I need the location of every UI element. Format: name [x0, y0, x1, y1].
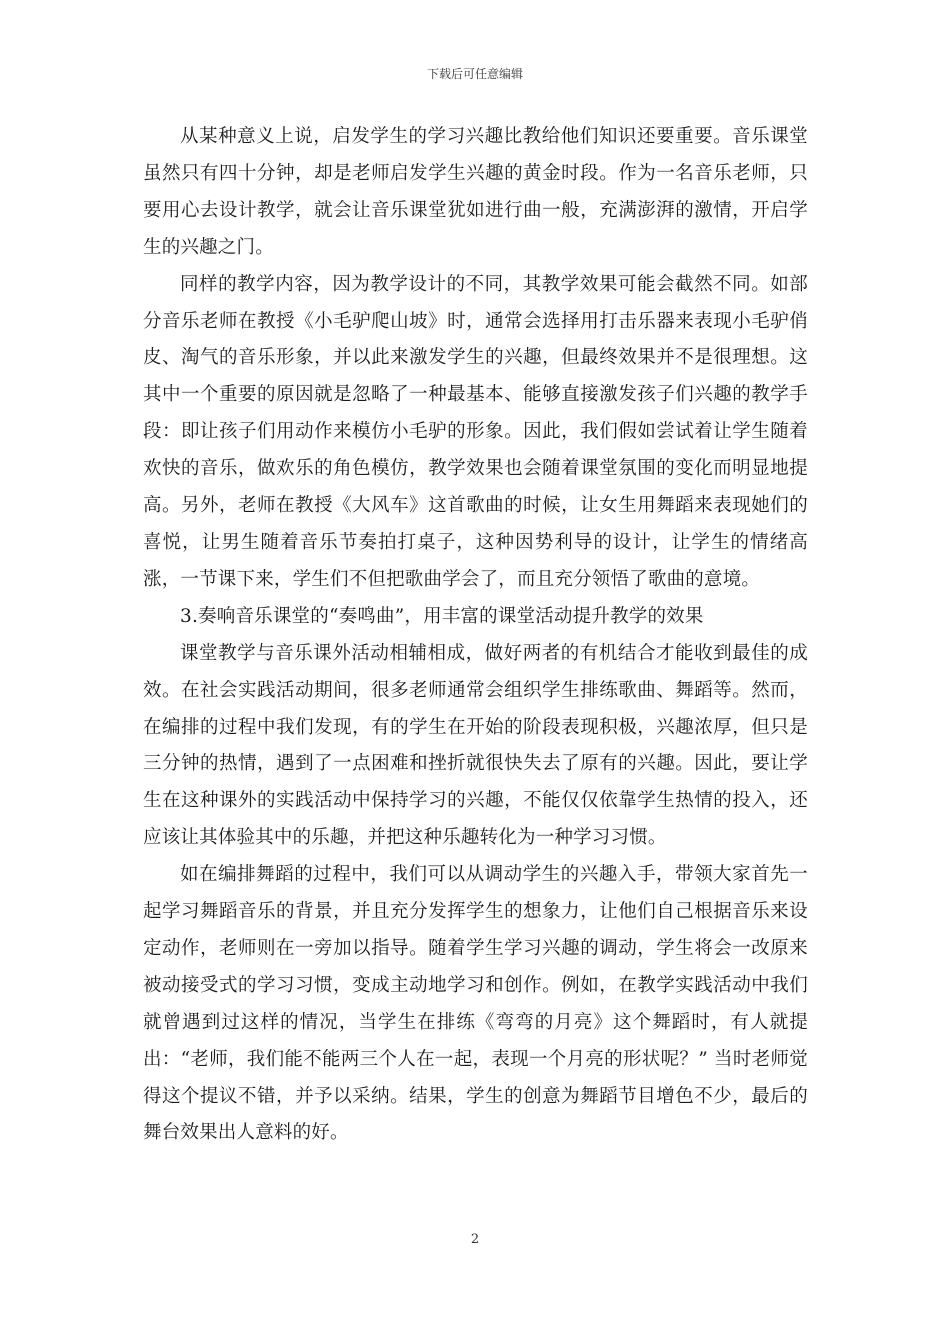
paragraph-extracurricular: 课堂教学与音乐课外活动相辅相成，做好两者的有机结合才能收到最佳的成效。在社会实践活动期间，很多老师通常会组织学生排练歌曲、舞蹈等。然而，在编排的过程中我们发现，有的学生在开始的阶段表现积极，兴趣浓厚，但只是三分钟的热情，遇到了一点困难和挫折就很快失去了原有的兴趣。因此，要让学生在这种课外的实践活动中保持学习的兴趣，不能仅仅依靠学生热情的投入，还应该让其体验其中的乐趣，并把这种乐趣转化为一种学习习惯。 — [143, 642, 808, 849]
paragraph-teaching-design: 同样的教学内容，因为教学设计的不同，其教学效果可能会截然不同。如部分音乐老师在教授《小毛驴爬山坡》时，通常会选择用打击乐器来表现小毛驴俏皮、淘气的音乐形象，并以此来激发学生的兴趣，但最终效果并不是很理想。这其中一个重要的原因就是忽略了一种最基本、能够直接激发孩子们兴趣的教学手段：即让孩子们用动作来模仿小毛驴的形象。因此，我们假如尝试着让学生随着欢快的音乐，做欢乐的角色模仿，教学效果也会随着课堂氛围的变化而明显地提高。另外，老师在教授《大风车》这首歌曲的时候，让女生用舞蹈来表现她们的喜悦，让男生随着音乐节奏拍打桌子，这种因势利导的设计，让学生的情绪高涨，一节课下来，学生们不但把歌曲学会了，而且充分领悟了歌曲的意境。 — [143, 273, 808, 590]
paragraph-interest-importance: 从某种意义上说，启发学生的学习兴趣比教给他们知识还要重要。音乐课堂虽然只有四十分钟，却是老师启发学生兴趣的黄金时段。作为一名音乐老师，只要用心去设计教学，就会让音乐课堂犹如进行曲一般，充满澎湃的激情，开启学生的兴趣之门。 — [143, 126, 808, 258]
page-header: 下载后可任意编辑 — [426, 67, 523, 81]
paragraph-dance-example: 如在编排舞蹈的过程中，我们可以从调动学生的兴趣入手，带领大家首先一起学习舞蹈音乐的背景，并且充分发挥学生的想象力，让他们自己根据音乐来设定动作，老师则在一旁加以指导。随着学生学习兴趣的调动，学生将会一改原来被动接受式的学习习惯，变成主动地学习和创作。例如，在教学实践活动中我们就曾遇到过这样的情况，当学生在排练《弯弯的月亮》这个舞蹈时，有人就提出：“老师，我们能不能两三个人在一起，表现一个月亮的形状呢？” 当时老师觉得这个提议不错，并予以采纳。结果，学生的创意为舞蹈节目增色不少，最后的舞台效果出人意料的好。 — [143, 864, 808, 1144]
section-heading-sonata: 3.奏响音乐课堂的“奏鸣曲”，用丰富的课堂活动提升教学的效果 — [180, 605, 704, 627]
page-number: 2 — [470, 1232, 480, 1247]
document-body — [143, 119, 808, 1152]
